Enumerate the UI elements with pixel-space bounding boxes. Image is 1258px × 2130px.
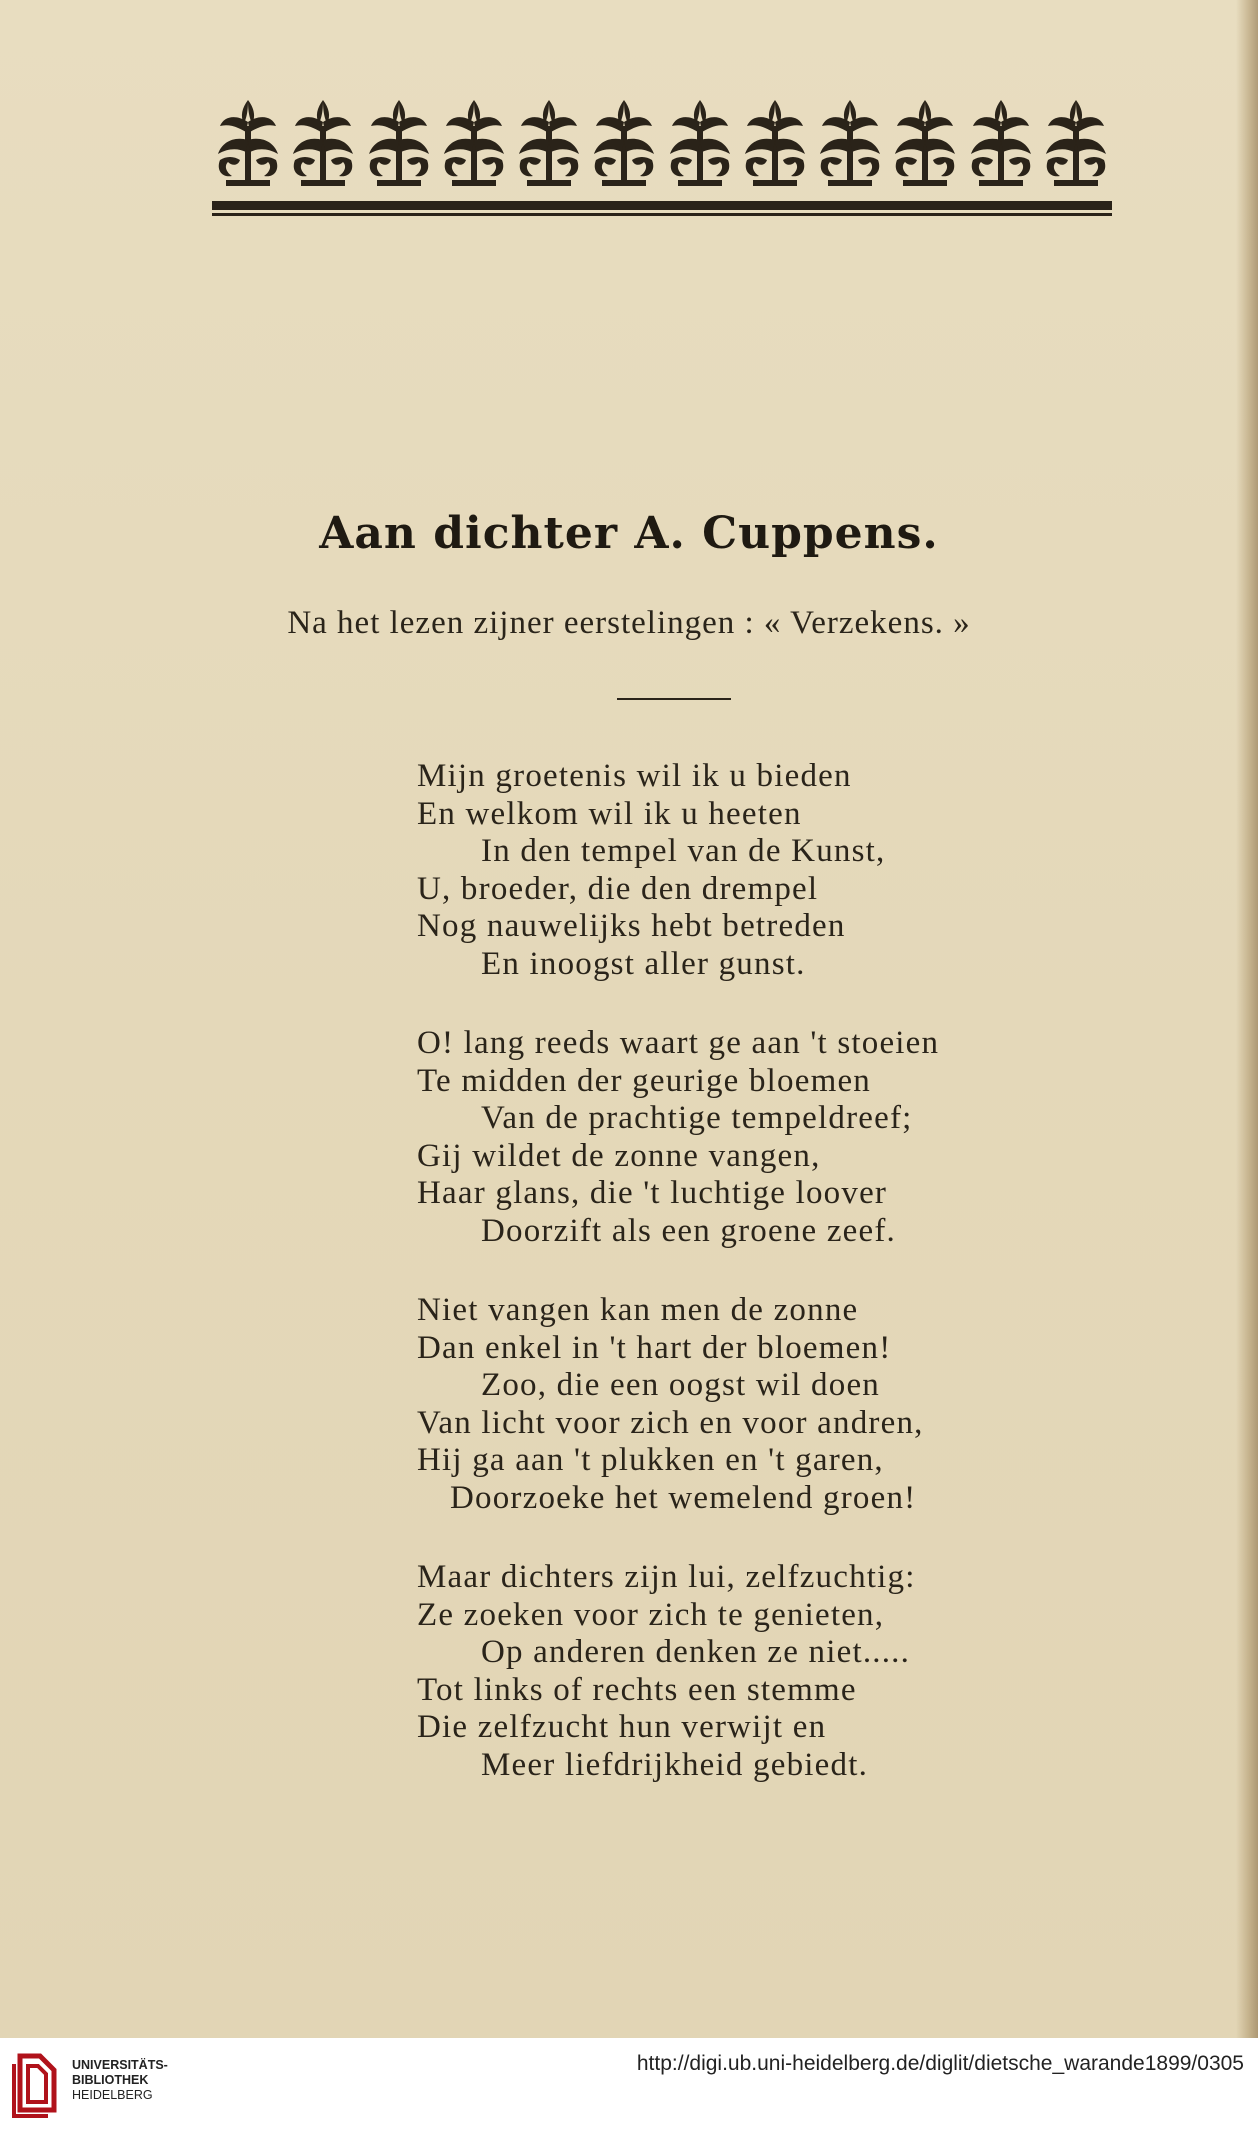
poem-line: Doorzoeke het wemelend groen! — [450, 1479, 917, 1516]
library-name — [72, 2058, 168, 2103]
leaf-ornament-icon — [814, 96, 886, 188]
poem-line: O! lang reeds waart ge aan 't stoeien — [417, 1025, 940, 1061]
poem-line: Te midden der geurige bloemen — [417, 1062, 872, 1099]
poem-stanza — [0, 1025, 1258, 1250]
source-url-link[interactable]: http://digi.ub.uni-heidelberg.de/diglit/dietsche_warande1899/0305 — [636, 2052, 1244, 2075]
leaf-ornament-icon — [588, 96, 660, 188]
poem-line: Op anderen denken ze niet..... — [481, 1634, 911, 1670]
poem-line: Maar dichters zijn lui, zelfzuchtig: — [417, 1559, 916, 1595]
poem-stanza — [0, 1559, 1258, 1784]
poem-line: Zoo, die een oogst wil doen — [481, 1367, 880, 1403]
poem-line: Gij wildet de zonne vangen, — [417, 1137, 821, 1174]
poem-line: Tot links of rechts een stemme — [417, 1671, 857, 1708]
poem-line: Dan enkel in 't hart der bloemen! — [417, 1329, 892, 1366]
library-name-line3: HEIDELBERG — [72, 2088, 153, 2102]
poem-line: U, broeder, die den drempel — [417, 870, 819, 907]
poem-line: Ze zoeken voor zich te genieten, — [417, 1596, 885, 1633]
poem-stanza — [0, 758, 1258, 983]
poem-line: Nog nauwelijks hebt betreden — [417, 908, 846, 944]
poem-line: Die zelfzucht hun verwijt en — [417, 1709, 827, 1745]
poem-line: En welkom wil ik u heeten — [417, 795, 802, 832]
leaf-ornament-icon — [1040, 96, 1112, 188]
leaf-ornament-icon — [889, 96, 961, 188]
header-rule-thick — [212, 201, 1112, 210]
poem-line: En inoogst aller gunst. — [481, 945, 806, 982]
leaf-ornament-icon — [438, 96, 510, 188]
poem-line: Meer liefdrijkheid gebiedt. — [481, 1746, 869, 1783]
poem-line: Hij ga aan 't plukken en 't garen, — [417, 1442, 884, 1478]
leaf-ornament-icon — [513, 96, 585, 188]
header-ornament-band — [212, 96, 1112, 196]
poem-subtitle: Na het lezen zijner eerstelingen : « Verzekens. » — [287, 605, 971, 641]
ornament-row — [212, 96, 1112, 188]
poem-line: Niet vangen kan men de zonne — [417, 1292, 859, 1328]
poem-line: Doorzift als een groene zeef. — [481, 1212, 897, 1249]
library-name-line1: UNIVERSITÄTS- — [72, 2058, 168, 2072]
leaf-ornament-icon — [363, 96, 435, 188]
leaf-ornament-icon — [287, 96, 359, 188]
leaf-ornament-icon — [212, 96, 284, 188]
poem-title: Aan dichter A. Cuppens. — [319, 508, 939, 559]
footer-bar — [0, 2038, 1258, 2130]
poem-line: Haar glans, die 't luchtige loover — [417, 1175, 888, 1211]
leaf-ornament-icon — [965, 96, 1037, 188]
poem-line: In den tempel van de Kunst, — [481, 833, 886, 869]
header-rule-thin — [212, 213, 1112, 216]
poem-line: Mijn groetenis wil ik u bieden — [417, 758, 852, 794]
poem-line: Van licht voor zich en voor andren, — [417, 1404, 924, 1441]
poem-body — [0, 758, 1258, 1826]
leaf-ornament-icon — [664, 96, 736, 188]
library-name-line2: BIBLIOTHEK — [72, 2073, 149, 2087]
poem-stanza — [0, 1292, 1258, 1517]
poem-line: Van de prachtige tempeldreef; — [481, 1100, 913, 1136]
university-library-logo-icon — [10, 2048, 64, 2118]
title-separator-rule — [617, 698, 731, 700]
leaf-ornament-icon — [739, 96, 811, 188]
